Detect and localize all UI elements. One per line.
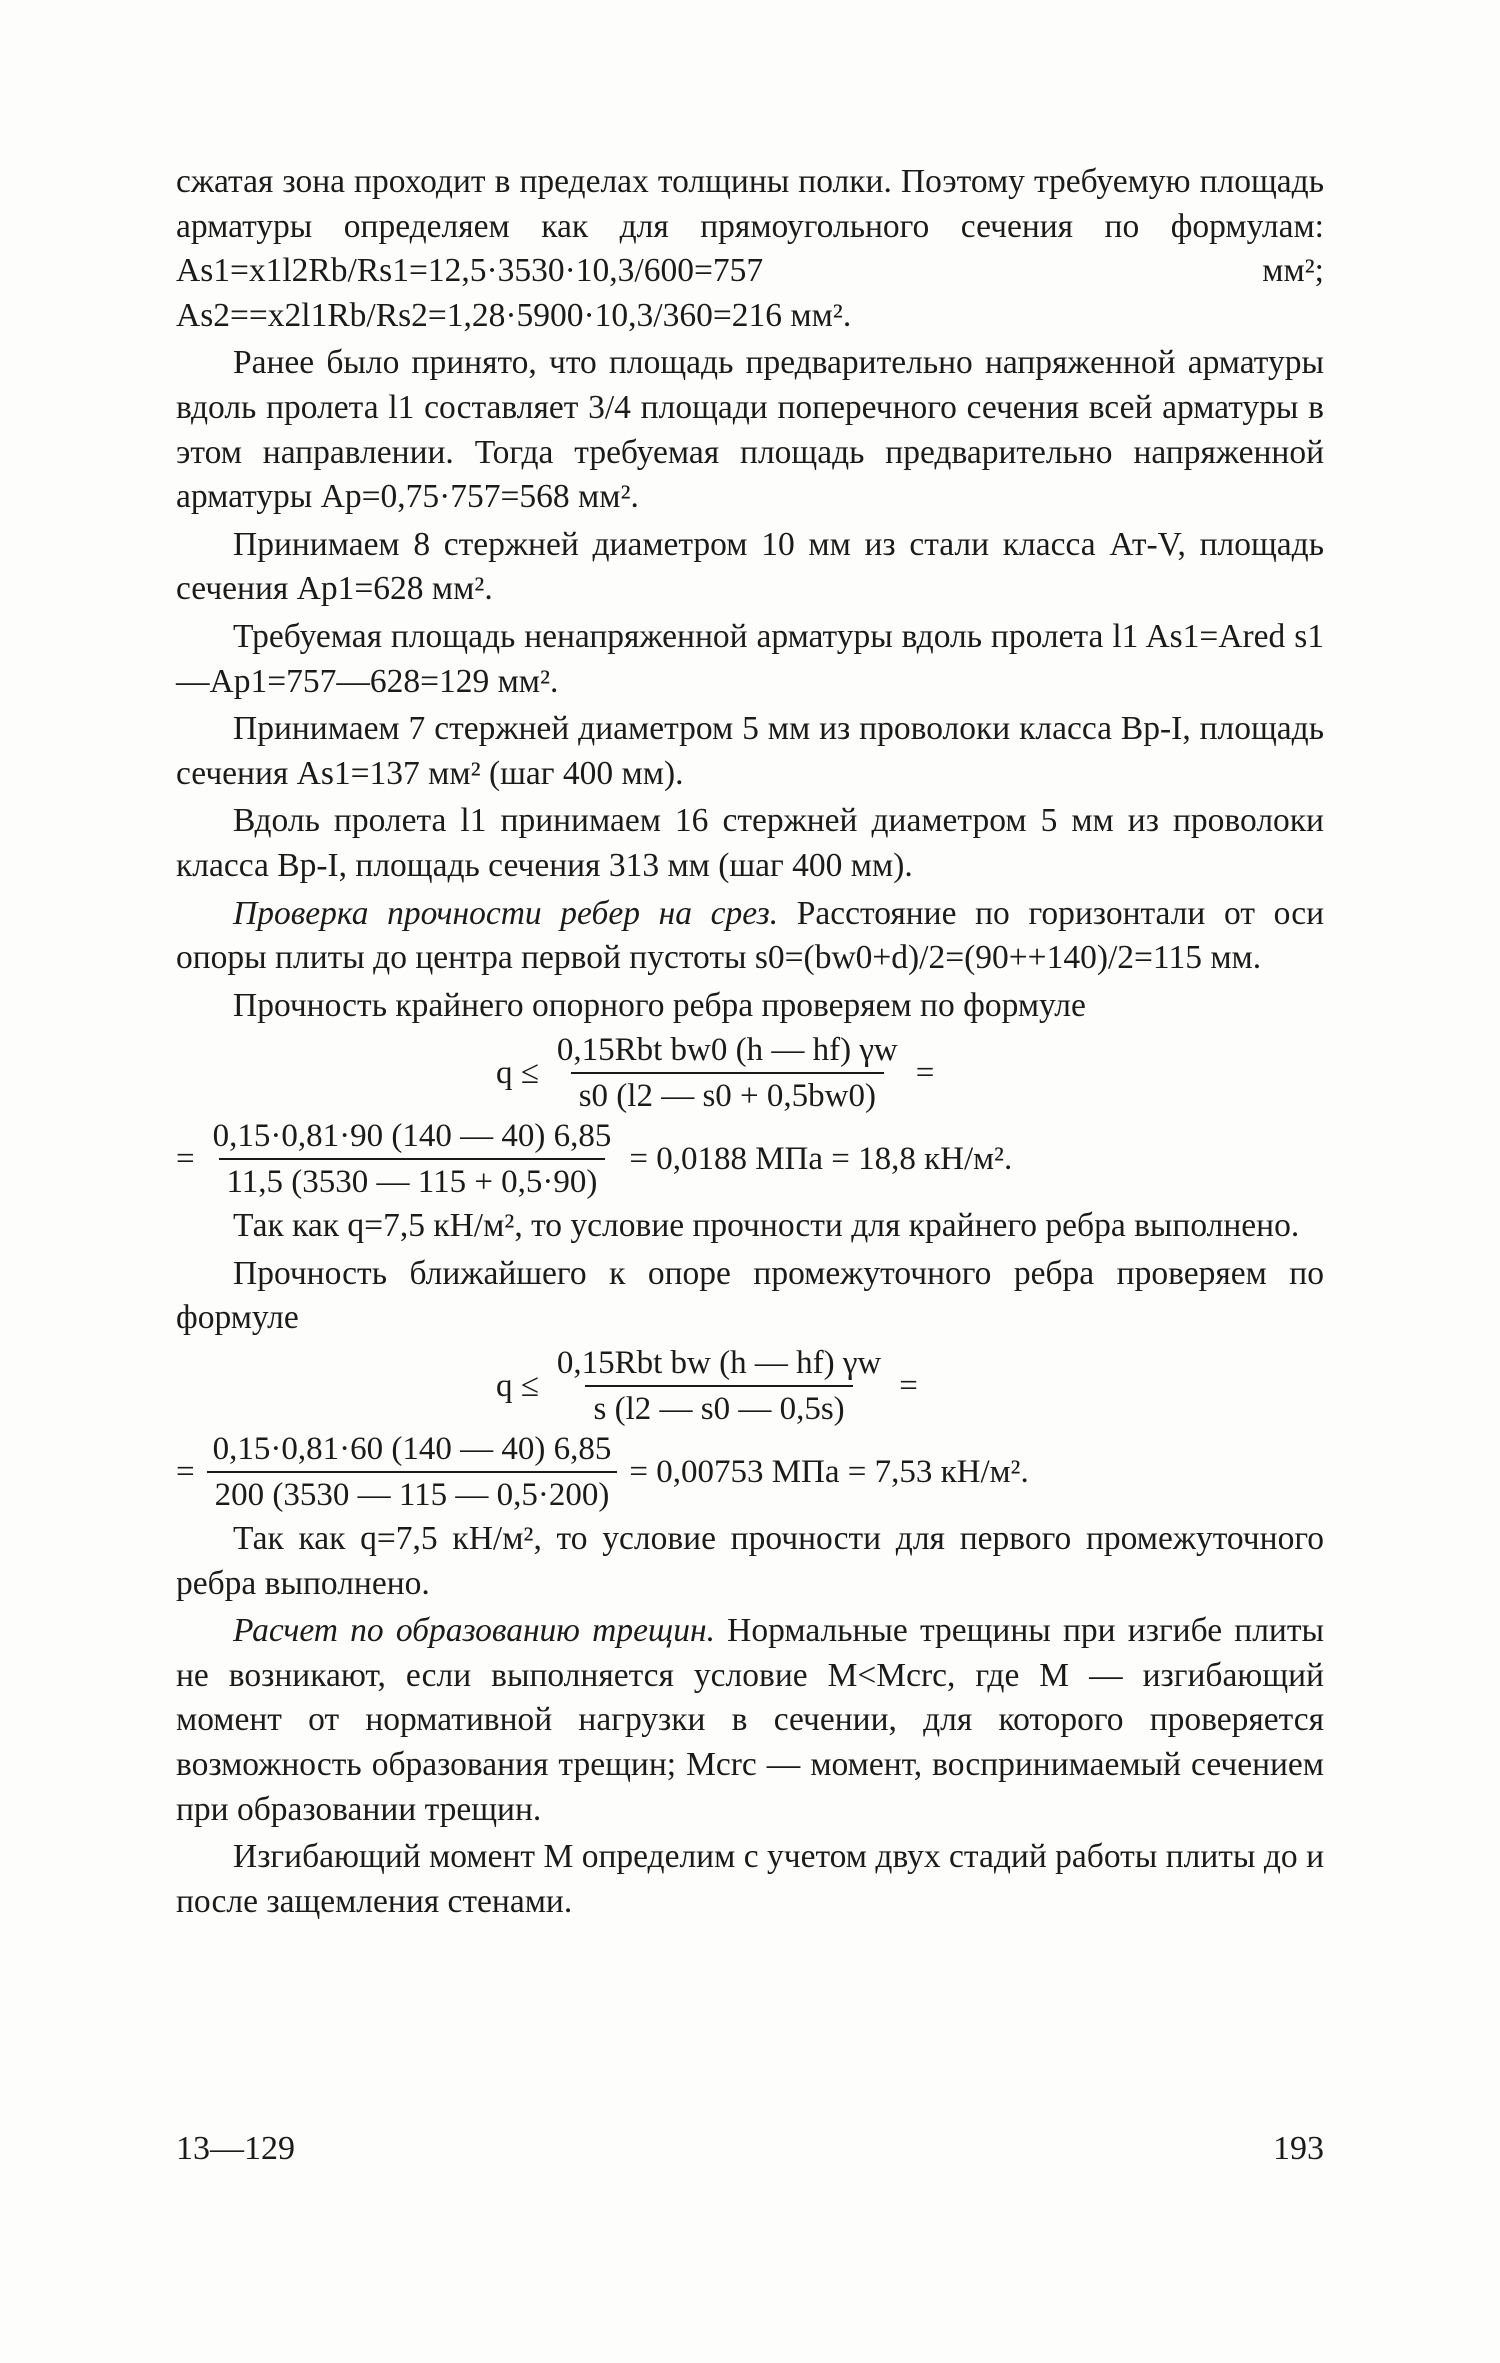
formula-3-tail: = [899, 1368, 918, 1405]
paragraph-12 [176, 1609, 1324, 1832]
paragraph-3: Принимаем 8 стержней диаметром 10 мм из стали класса Ат-V, площадь сечения Ap1=628 мм². [176, 525, 1324, 608]
formula-1-tail: = [915, 1055, 935, 1092]
paragraph-2: Ранее было принято, что площадь предварительно напряженной арматуры вдоль пролета l1 составляет 3/4 площади поперечного сечения всей арматуры в этом направлении. Тогда требуемая площадь предварительно напряженной арматуры Ap=0,75·757=568 мм². [176, 344, 1324, 516]
formula-4-numerator: 0,15·0,81·60 (140 — 40) 6,85 [212, 1431, 612, 1468]
formula-1 [176, 1032, 1324, 1114]
paragraph-12-text: Нормальные трещины при изгибе плиты не возникают, если выполняется условие M<Mcrc, где M — изгибающий момент от нормативной нагрузки в сечении, для которого проверяется возможность образования трещин; Mcrc — момент, воспринимаемый сечением при образовании трещин. [176, 1612, 1324, 1828]
section-heading-shear: Проверка прочности ребер на срез. [233, 894, 779, 932]
formula-4-fraction [205, 1431, 620, 1513]
formula-2-denominator: 11,5 (3530 — 115 + 0,5·90) [219, 1158, 606, 1200]
paragraph-9: Так как q=7,5 кН/м², то условие прочности для крайнего ребра выполнено. [233, 1207, 1300, 1245]
body-text [176, 160, 1324, 1924]
page-number: 193 [1273, 2130, 1324, 2167]
paragraph-7 [176, 892, 1324, 981]
formula-4 [176, 1431, 1324, 1513]
formula-2-result: = 0,0188 МПа = 18,8 кН/м². [629, 1141, 1013, 1178]
formula-2-lhs: = [176, 1141, 195, 1178]
paragraph-8: Прочность крайнего опорного ребра проверяем по формуле [233, 986, 1086, 1024]
paragraph-11: Так как q=7,5 кН/м², то условие прочности для первого промежуточного ребра выполнено. [176, 1520, 1324, 1602]
formula-2 [176, 1118, 1324, 1200]
formula-1-numerator: 0,15Rbt bw0 (h — hf) γw [556, 1032, 898, 1069]
paragraph-13: Изгибающий момент M определим с учетом двух стадий работы плиты до и после защемления стенами. [176, 1838, 1324, 1920]
formula-3 [176, 1345, 1324, 1427]
formula-3-fraction [549, 1345, 889, 1427]
section-heading-cracks: Расчет по образованию трещин. [233, 1612, 715, 1650]
paragraph-10: Прочность ближайшего к опоре промежуточного ребра проверяем по формуле [176, 1254, 1324, 1337]
formula-4-denominator: 200 (3530 — 115 — 0,5·200) [207, 1471, 618, 1513]
formula-1-denominator: s0 (l2 — s0 + 0,5bw0) [571, 1072, 884, 1114]
formula-1-lhs: q ≤ [496, 1055, 539, 1092]
formula-3-lhs: q ≤ [496, 1368, 539, 1405]
paragraph-7-text: Расстояние по горизонтали от оси опоры плиты до центра первой пустоты s0=(bw0+d)/2=(90++140)/2=115 мм. [176, 894, 1324, 977]
formula-2-fraction [205, 1118, 620, 1200]
paragraph-1: сжатая зона проходит в пределах толщины полки. Поэтому требуемую площадь арматуры определяем как для прямоугольного сечения по формулам: As1=x1l2Rb/Rs1=12,5·3530·10,3/600=757 мм²; As2==x2l1Rb/Rs2=1,28·5900·10,3/360=216 мм². [176, 163, 1324, 334]
paragraph-6: Вдоль пролета l1 принимаем 16 стержней диаметром 5 мм из проволоки класса Вр-I, площадь сечения 313 мм (шаг 400 мм). [176, 802, 1324, 884]
formula-1-fraction [549, 1032, 906, 1114]
formula-3-numerator: 0,15Rbt bw (h — hf) γw [556, 1345, 882, 1382]
paragraph-5: Принимаем 7 стержней диаметром 5 мм из проволоки класса Вр-I, площадь сечения As1=137 мм² (шаг 400 мм). [176, 710, 1324, 792]
formula-2-numerator: 0,15·0,81·90 (140 — 40) 6,85 [212, 1118, 612, 1155]
formula-3-denominator: s (l2 — s0 — 0,5s) [585, 1385, 852, 1427]
signature-mark: 13—129 [176, 2130, 295, 2167]
formula-4-lhs: = [176, 1454, 195, 1491]
page-footer [176, 2130, 1324, 2168]
formula-4-result: = 0,00753 МПа = 7,53 кН/м². [629, 1454, 1029, 1491]
paragraph-4: Требуемая площадь ненапряженной арматуры вдоль пролета l1 As1=Ared s1 —Ap1=757—628=129 мм². [176, 617, 1324, 700]
